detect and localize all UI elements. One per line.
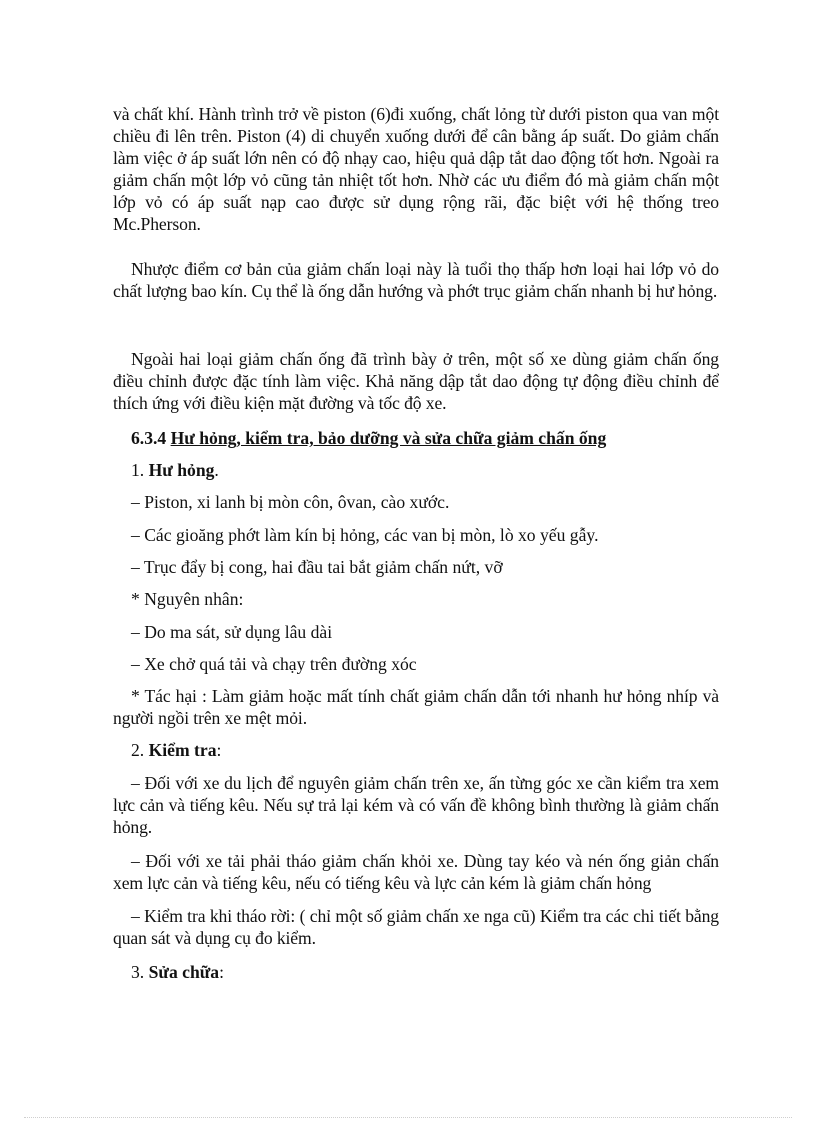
section-title: Hư hỏng, kiểm tra, bảo dưỡng và sửa chữa giảm chấn ống: [170, 428, 607, 448]
cause-item: – Do ma sát, sử dụng lâu dài: [131, 622, 333, 642]
paragraph-disadvantages: Nhược điểm cơ bản của giảm chấn loại này là tuổi thọ thấp hơn loại hai lớp vỏ do chất lượng bao kín. Cụ thể là ống dẫn hướng và phớt trục giảm chấn nhanh bị hư hỏng.: [113, 259, 719, 301]
page-bottom-divider: [24, 1117, 792, 1118]
inspection-heading-text: Kiểm tra: [148, 740, 217, 760]
damage-heading-text: Hư hỏng: [148, 460, 215, 480]
inspection-item: – Đối với xe tải phải tháo giảm chấn khỏi xe. Dùng tay kéo và nén ống giản chấn xem lực cản và tiếng kêu, nếu có tiếng kêu và lực cản kém là giảm chấn hỏng: [113, 851, 719, 893]
repair-number: 3.: [131, 962, 145, 982]
inspection-heading: 2. Kiểm tra:: [131, 740, 222, 760]
damage-item: – Các gioăng phớt làm kín bị hỏng, các van bị mòn, lò xo yếu gẫy.: [131, 525, 599, 545]
damage-number: 1.: [131, 460, 145, 480]
section-heading: [131, 427, 606, 449]
cause-label: * Nguyên nhân:: [131, 589, 244, 609]
damage-item: – Trục đẩy bị cong, hai đầu tai bắt giảm chấn nứt, vỡ: [131, 557, 503, 577]
effect-paragraph: * Tác hại : Làm giảm hoặc mất tính chất giảm chấn dẫn tới nhanh hư hỏng nhíp và người ngồi trên xe mệt mỏi.: [113, 686, 719, 728]
paragraph-adjustable-shock: Ngoài hai loại giảm chấn ống đã trình bày ở trên, một số xe dùng giảm chấn ống điều chỉnh được đặc tính làm việc. Khả năng dập tắt dao động tự động điều chỉnh để thích ứng với điều kiện mặt đường và tốc độ xe.: [113, 349, 719, 413]
repair-heading-text: Sửa chữa: [148, 962, 220, 982]
damage-item: – Piston, xi lanh bị mòn côn, ôvan, cào xước.: [131, 492, 450, 512]
damage-heading: 1. Hư hỏng.: [131, 460, 219, 480]
section-number: 6.3.4: [131, 428, 167, 448]
inspection-item: – Đối với xe du lịch để nguyên giảm chấn trên xe, ấn từng góc xe cần kiểm tra xem lực cản và tiếng kêu. Nếu sự trả lại kém và có vấn đề không bình thường là giảm chấn hỏng.: [113, 773, 719, 837]
inspection-item: – Kiểm tra khi tháo rời: ( chỉ một số giảm chấn xe nga cũ) Kiểm tra các chi tiết bằng quan sát và dụng cụ đo kiểm.: [113, 906, 719, 948]
repair-heading: 3. Sửa chữa:: [131, 962, 224, 982]
paragraph-advantages: và chất khí. Hành trình trở về piston (6)đi xuống, chất lỏng từ dưới piston qua van một chiều đi lên trên. Piston (4) di chuyển xuống dưới để cân bằng áp suất. Do giảm chấn làm việc ở áp suất lớn nên có độ nhạy cao, hiệu quả dập tắt dao động tốt hơn. Ngoài ra giảm chấn một lớp vỏ cũng tản nhiệt tốt hơn. Nhờ các ưu điểm đó mà giảm chấn một lớp vỏ có áp suất nạp cao được sử dụng rộng rãi, đặc biệt với hệ thống treo Mc.Pherson.: [113, 104, 719, 234]
inspection-number: 2.: [131, 740, 145, 760]
cause-item: – Xe chở quá tải và chạy trên đường xóc: [131, 654, 417, 674]
